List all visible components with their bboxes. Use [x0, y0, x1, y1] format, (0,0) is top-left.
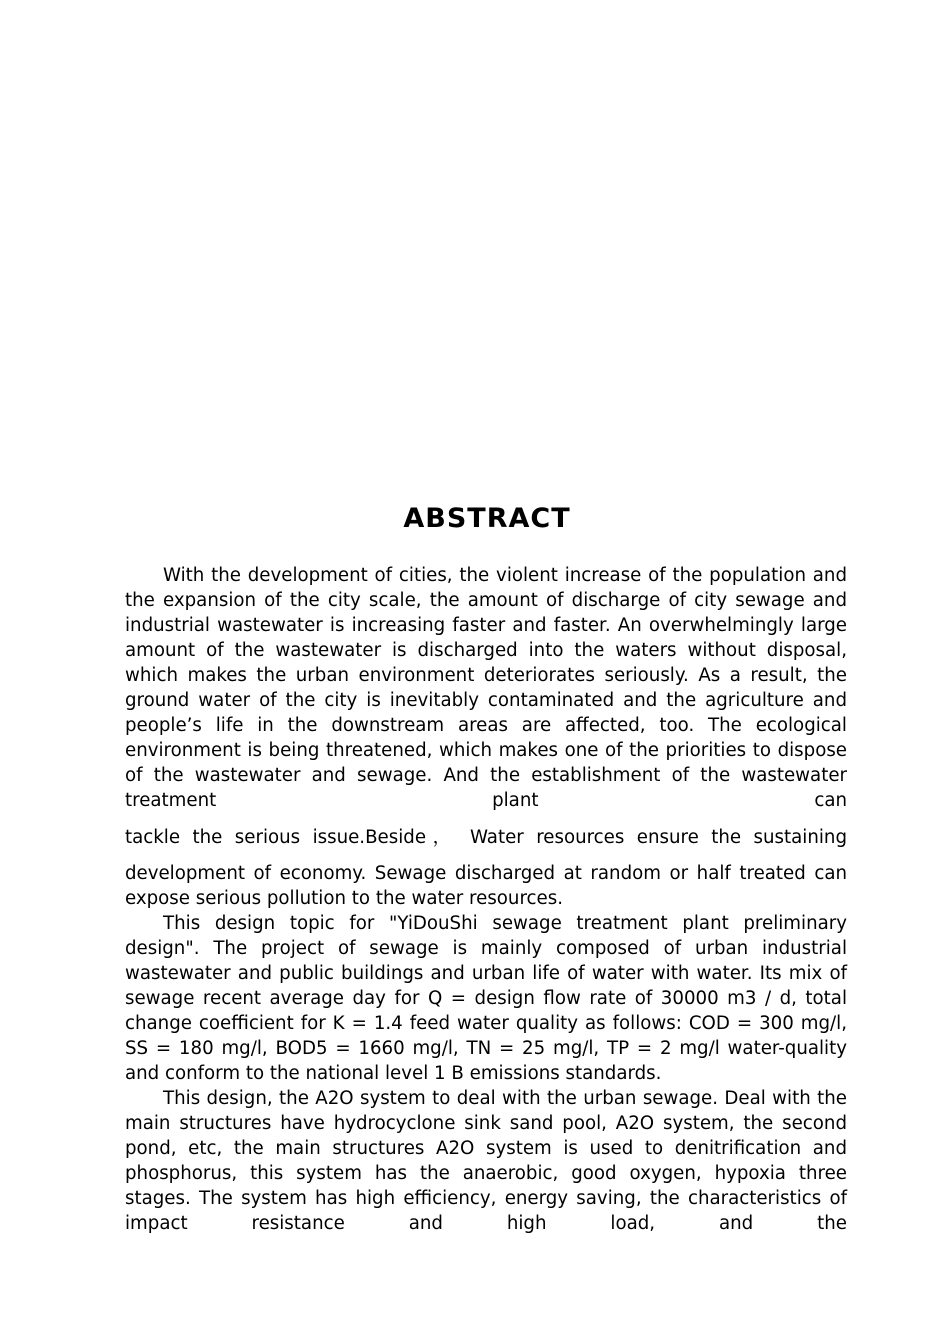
abstract-paragraph-1-part-3: development of economy. Sewage discharged at random or half treated can expose serious pollution to the water resources.: [125, 863, 847, 909]
abstract-paragraph-1-part-2: tackle the serious issue.Beside， Water resources ensure the sustaining: [125, 827, 847, 848]
abstract-paragraph-group: [125, 861, 847, 1236]
abstract-paragraph-3: This design, the A2O system to deal with the urban sewage. Deal with the main structures have hydrocyclone sink sand pool, A2O system, the second pond, etc, the main structures A2O system is used to denitrification and phosphorus, this system has the anaerobic, good oxygen, hypoxia three stages. The system has high efficiency, energy saving, the characteristics of impact resistance and high load, and the: [125, 1088, 847, 1234]
abstract-paragraph-2: This design topic for "YiDouShi sewage treatment plant preliminary design". The project of sewage is mainly composed of urban industrial wastewater and public buildings and urban life of water with water. Its mix of sewage recent average day for Q = design flow rate of 30000 m3 / d, total change coefficient for K = 1.4 feed water quality as follows: COD = 300 mg/l, SS = 180 mg/l, BOD5 = 1660 mg/l, TN = 25 mg/l, TP = 2 mg/l water-quality and conform to the national level 1 B emissions standards.: [125, 913, 847, 1084]
abstract-paragraph-1-part-1: With the development of cities, the violent increase of the population and the expansion of the city scale, the amount of discharge of city sewage and industrial wastewater is increasing faster and faster. An overwhelmingly large amount of the wastewater is discharged into the waters without disposal, which makes the urban environment deteriorates seriously. As a result, the ground water of the city is inevitably contaminated and the agriculture and people’s life in the downstream areas are affected, too. The ecological environment is being threatened, which makes one of the priorities to dispose of the wastewater and sewage. And the establishment of the wastewater treatment plant can: [125, 565, 847, 811]
abstract-heading: ABSTRACT: [403, 503, 571, 534]
